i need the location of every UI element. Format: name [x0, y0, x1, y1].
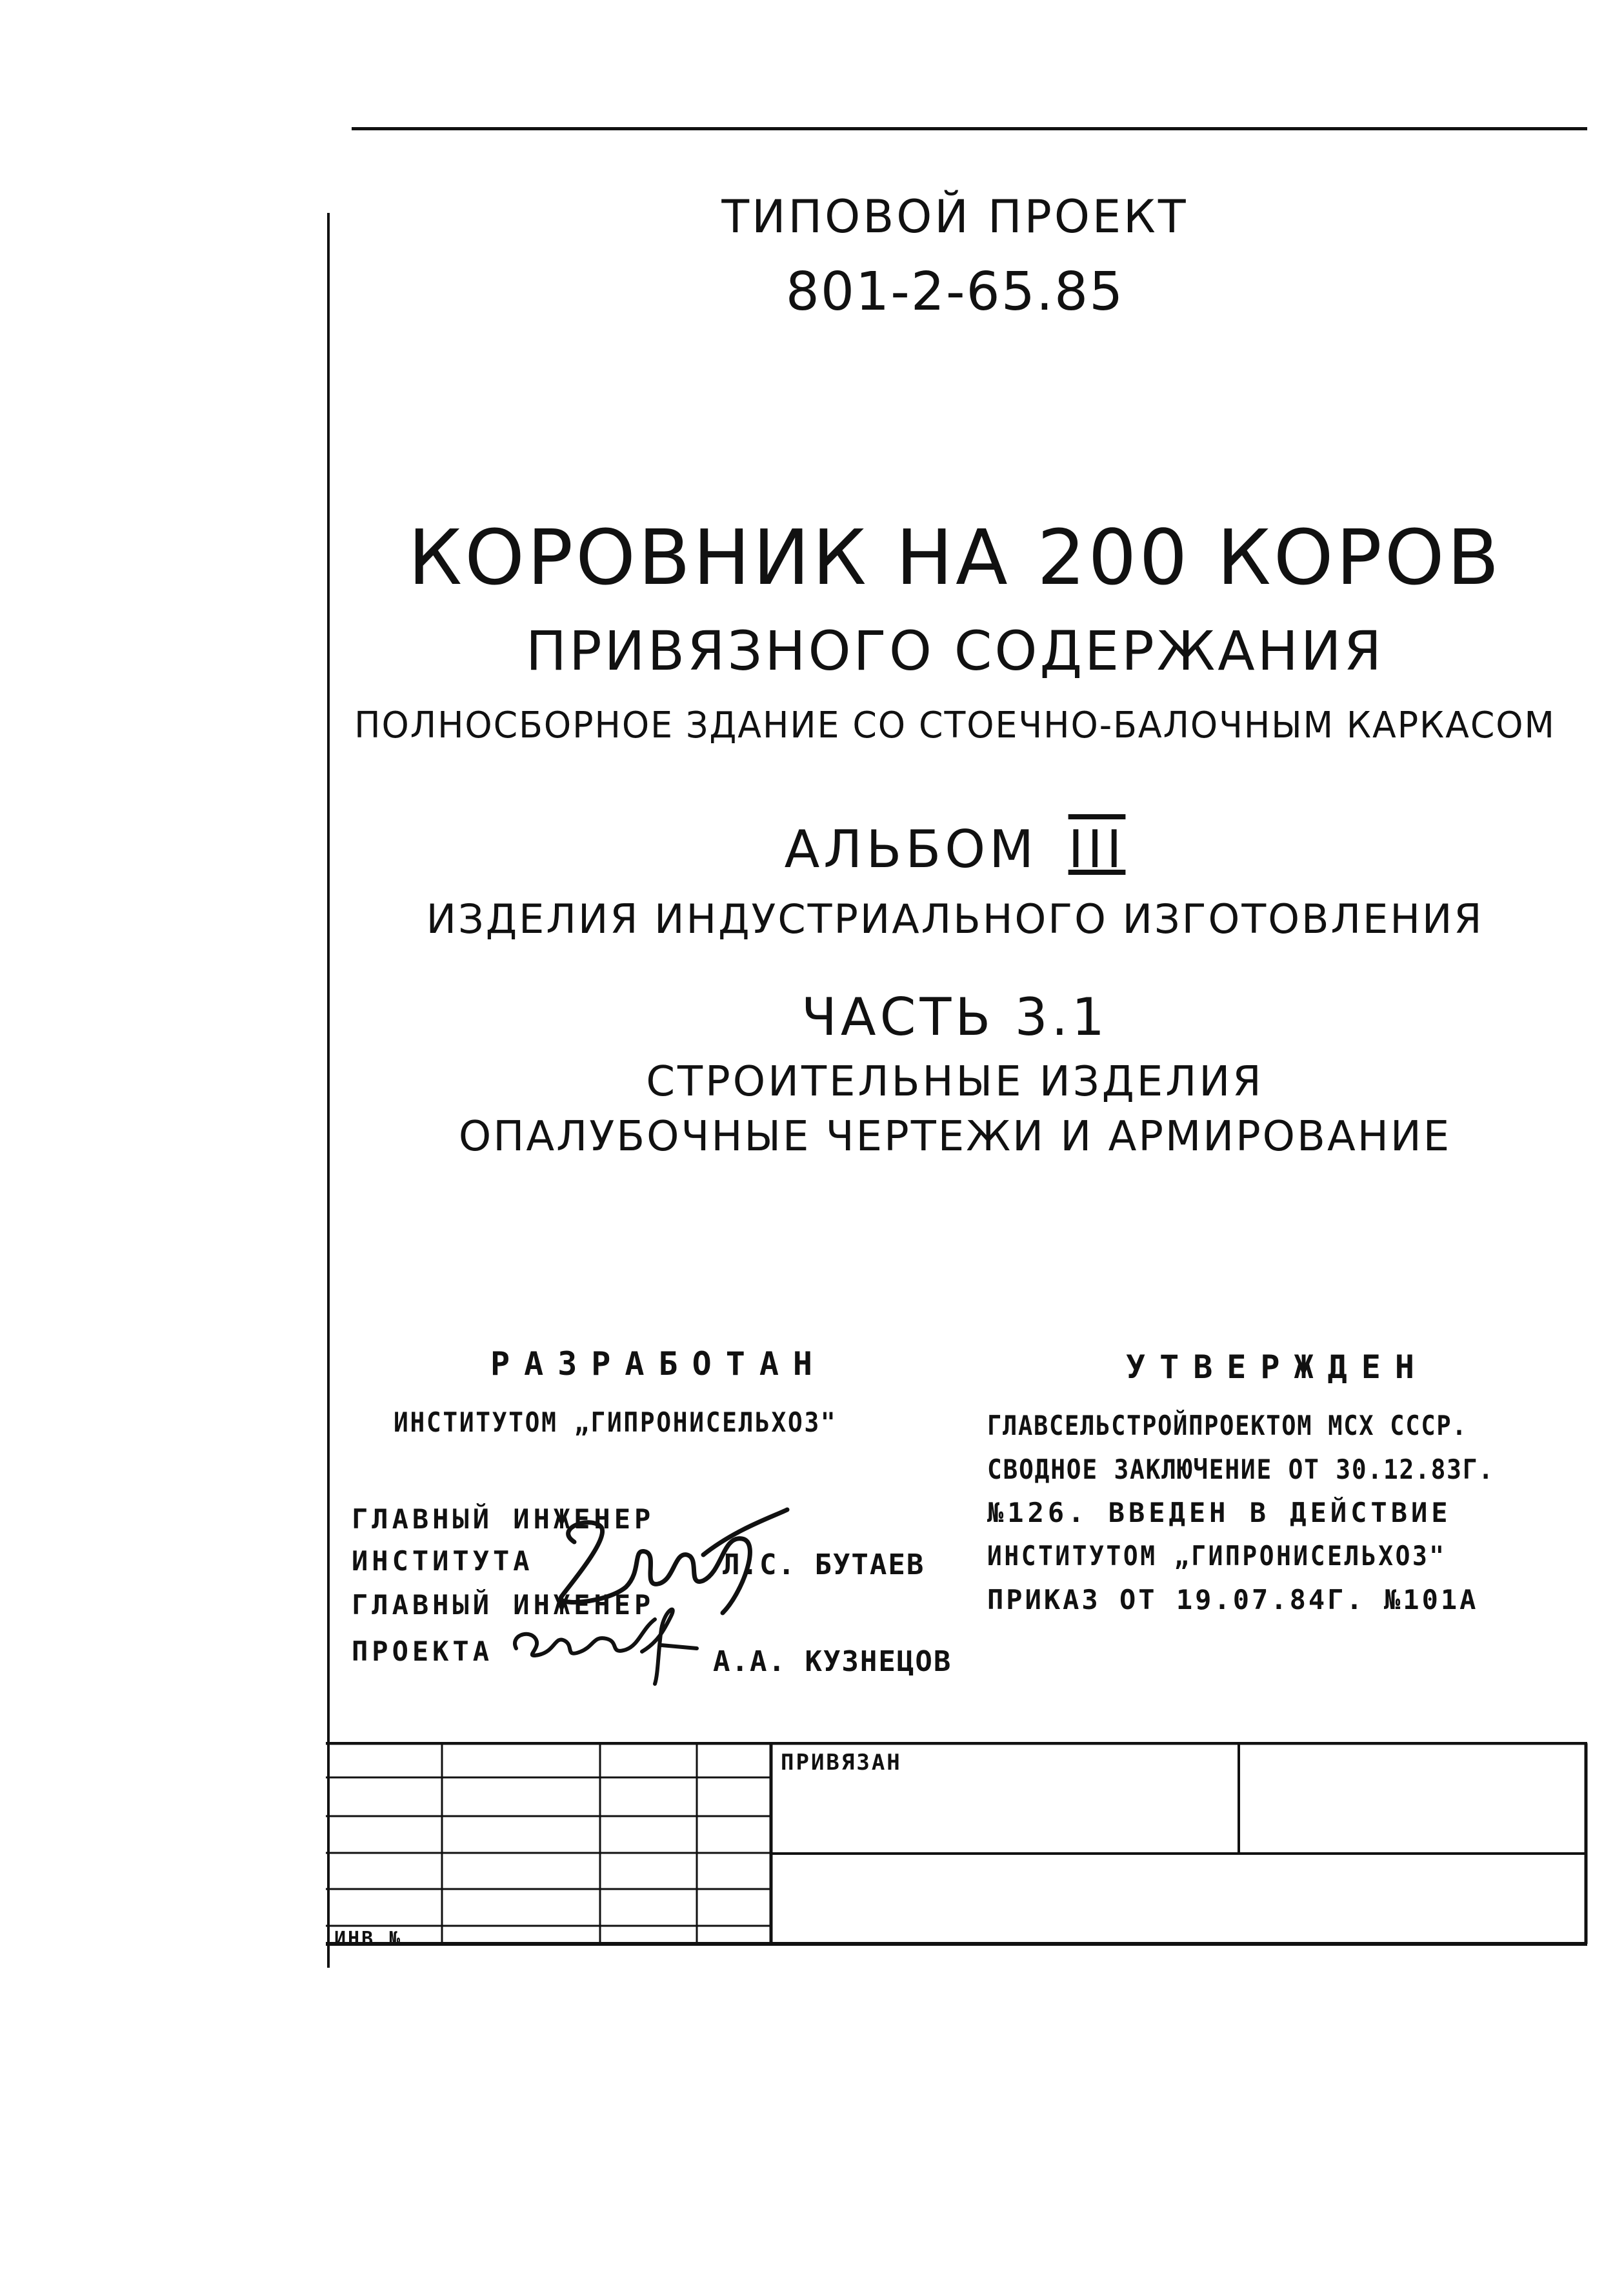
title-stamp-grid — [326, 1742, 1590, 1948]
developed-heading: РАЗРАБОТАН — [490, 1345, 827, 1383]
chief-engineer-proj-name: А.А. КУЗНЕЦОВ — [713, 1645, 952, 1678]
project-type-label: ТИПОВОЙ ПРОЕКТ — [721, 190, 1188, 243]
main-title: КОРОВНИК НА 200 КОРОВ — [408, 513, 1502, 602]
part-line-2: ОПАЛУБОЧНЫЕ ЧЕРТЕЖИ И АРМИРОВАНИЕ — [458, 1113, 1452, 1161]
part-line-1: СТРОИТЕЛЬНЫЕ ИЗДЕЛИЯ — [646, 1058, 1264, 1106]
signature-kuznetsov — [503, 1590, 710, 1687]
approved-line-2: СВОДНОЕ ЗАКЛЮЧЕНИЕ ОТ 30.12.83Г. — [987, 1454, 1494, 1485]
album-label: АЛЬБОМ — [784, 819, 1038, 879]
chief-engineer-proj-l1: ГЛАВНЫЙ ИНЖЕНЕР — [352, 1589, 655, 1621]
part-heading: ЧАСТЬ 3.1 — [801, 987, 1108, 1047]
approved-line-3: №126. ВВЕДЕН В ДЕЙСТВИЕ — [987, 1497, 1452, 1528]
subtitle-2: ПОЛНОСБОРНОЕ ЗДАНИЕ СО СТОЕЧНО-БАЛОЧНЫМ КАРКАСОМ — [354, 705, 1556, 746]
subtitle-1: ПРИВЯЗНОГО СОДЕРЖАНИЯ — [525, 619, 1385, 683]
album-heading — [329, 819, 1581, 879]
album-description: ИЗДЕЛИЯ ИНДУСТРИАЛЬНОГО ИЗГОТОВЛЕНИЯ — [426, 895, 1484, 943]
approved-line-5: ПРИКАЗ ОТ 19.07.84Г. №101А — [987, 1584, 1479, 1615]
developed-by: ИНСТИТУТОМ „ГИПРОНИСЕЛЬХОЗ" — [394, 1406, 837, 1438]
chief-engineer-inst-l2: ИНСТИТУТА — [352, 1545, 534, 1577]
chief-engineer-proj-l2: ПРОЕКТА — [352, 1635, 494, 1667]
chief-engineer-inst-name: Л.С. БУТАЕВ — [723, 1548, 925, 1581]
approved-heading: УТВЕРЖДЕН — [1126, 1348, 1429, 1386]
approved-line-1: ГЛАВСЕЛЬСТРОЙПРОЕКТОМ МСХ СССР. — [987, 1410, 1468, 1441]
stamp-inventory-label: ИНВ № — [334, 1928, 403, 1950]
project-number: 801-2-65.85 — [785, 261, 1125, 323]
album-number: III — [1068, 819, 1126, 879]
chief-engineer-inst-l1: ГЛАВНЫЙ ИНЖЕНЕР — [352, 1503, 655, 1535]
approved-line-4: ИНСТИТУТОМ „ГИПРОНИСЕЛЬХОЗ" — [987, 1540, 1447, 1572]
top-border-line — [352, 127, 1587, 130]
stamp-bound-label: ПРИВЯЗАН — [781, 1750, 902, 1775]
